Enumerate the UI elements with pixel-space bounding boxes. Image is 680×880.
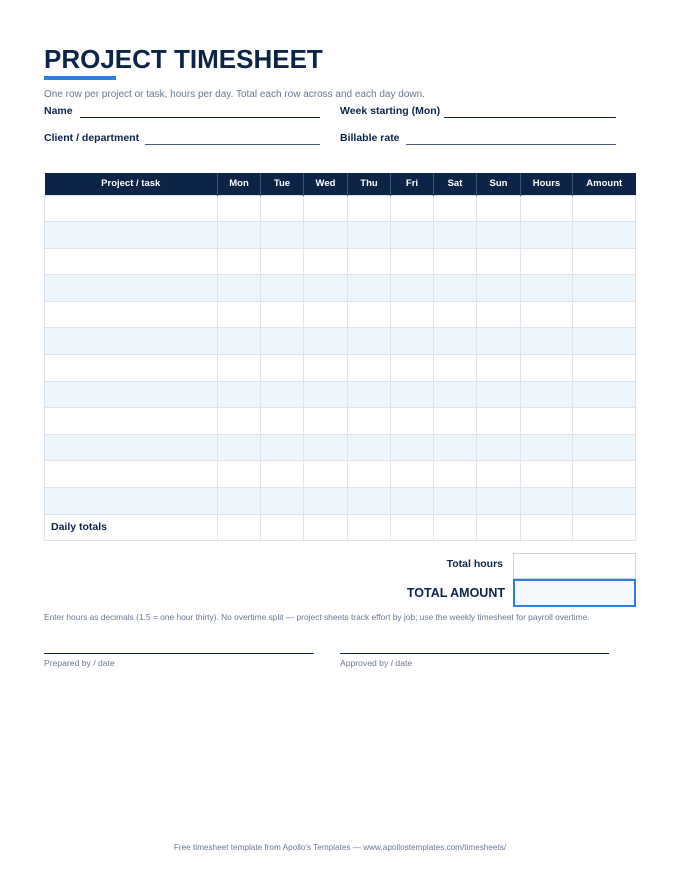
table-cell[interactable] <box>477 222 521 249</box>
name-label: Name <box>44 105 73 117</box>
table-cell[interactable] <box>348 195 391 222</box>
table-cell[interactable] <box>391 248 434 275</box>
table-cell[interactable] <box>521 248 573 275</box>
table-cell[interactable] <box>45 434 218 461</box>
table-cell[interactable] <box>391 355 434 382</box>
table-cell[interactable] <box>348 434 391 461</box>
table-cell[interactable] <box>434 275 477 302</box>
table-cell[interactable] <box>261 355 304 382</box>
table-cell[interactable] <box>218 275 261 302</box>
table-cell[interactable] <box>573 301 636 328</box>
billable-rate-field[interactable] <box>406 144 616 145</box>
table-cell[interactable] <box>434 408 477 435</box>
table-cell[interactable] <box>521 488 573 515</box>
daily-totals-row <box>45 514 636 541</box>
daily-total-cell[interactable] <box>391 514 434 541</box>
table-cell[interactable] <box>218 301 261 328</box>
timesheet-body <box>45 195 636 541</box>
table-cell[interactable] <box>391 301 434 328</box>
table-cell[interactable] <box>261 434 304 461</box>
table-row <box>45 488 636 515</box>
table-cell[interactable] <box>261 381 304 408</box>
table-cell[interactable] <box>261 195 304 222</box>
table-cell[interactable] <box>521 275 573 302</box>
table-cell[interactable] <box>391 275 434 302</box>
table-cell[interactable] <box>218 461 261 488</box>
table-cell[interactable] <box>45 381 218 408</box>
table-cell[interactable] <box>348 355 391 382</box>
table-row <box>45 355 636 382</box>
table-cell[interactable] <box>434 434 477 461</box>
table-cell[interactable] <box>391 195 434 222</box>
daily-total-cell[interactable] <box>261 514 304 541</box>
table-cell[interactable] <box>304 488 348 515</box>
table-cell[interactable] <box>45 408 218 435</box>
column-header-sun: Sun <box>477 173 521 195</box>
table-cell[interactable] <box>573 434 636 461</box>
table-cell[interactable] <box>45 275 218 302</box>
total-hours-field[interactable] <box>513 553 636 579</box>
table-row <box>45 222 636 249</box>
column-header-wed: Wed <box>304 173 348 195</box>
table-cell[interactable] <box>304 222 348 249</box>
table-cell[interactable] <box>261 461 304 488</box>
table-cell[interactable] <box>573 461 636 488</box>
table-cell[interactable] <box>391 381 434 408</box>
table-row <box>45 328 636 355</box>
table-cell[interactable] <box>391 408 434 435</box>
table-row <box>45 275 636 302</box>
table-cell[interactable] <box>573 381 636 408</box>
prepared-by-signature-line[interactable] <box>44 653 314 654</box>
column-header-mon: Mon <box>218 173 261 195</box>
timesheet-table <box>44 173 636 541</box>
table-cell[interactable] <box>218 381 261 408</box>
table-cell[interactable] <box>218 195 261 222</box>
table-cell[interactable] <box>261 301 304 328</box>
approved-by-label: Approved by / date <box>340 658 413 668</box>
table-cell[interactable] <box>304 408 348 435</box>
table-cell[interactable] <box>391 222 434 249</box>
table-cell[interactable] <box>304 275 348 302</box>
table-cell[interactable] <box>521 328 573 355</box>
table-cell[interactable] <box>45 222 218 249</box>
table-cell[interactable] <box>45 248 218 275</box>
column-header-project-task: Project / task <box>45 173 218 195</box>
table-row <box>45 434 636 461</box>
table-cell[interactable] <box>477 275 521 302</box>
table-cell[interactable] <box>573 328 636 355</box>
header-row <box>45 173 636 195</box>
daily-total-cell[interactable] <box>218 514 261 541</box>
table-cell[interactable] <box>304 355 348 382</box>
table-cell[interactable] <box>304 195 348 222</box>
table-cell[interactable] <box>218 222 261 249</box>
client-department-field[interactable] <box>145 144 320 145</box>
table-cell[interactable] <box>477 381 521 408</box>
table-cell[interactable] <box>477 328 521 355</box>
table-cell[interactable] <box>477 488 521 515</box>
table-cell[interactable] <box>45 355 218 382</box>
table-cell[interactable] <box>434 355 477 382</box>
table-cell[interactable] <box>304 328 348 355</box>
table-cell[interactable] <box>477 301 521 328</box>
table-cell[interactable] <box>477 408 521 435</box>
table-cell[interactable] <box>573 355 636 382</box>
daily-total-cell[interactable] <box>521 514 573 541</box>
footer-credit: Free timesheet template from Apollo's Templates — www.apollostemplates.com/timesheets/ <box>173 843 507 852</box>
prepared-by-label: Prepared by / date <box>44 658 115 668</box>
table-cell[interactable] <box>573 275 636 302</box>
table-cell[interactable] <box>45 488 218 515</box>
total-hours-label: Total hours <box>446 558 503 570</box>
table-cell[interactable] <box>391 461 434 488</box>
column-header-sat: Sat <box>434 173 477 195</box>
table-cell[interactable] <box>521 461 573 488</box>
table-cell[interactable] <box>45 328 218 355</box>
table-cell[interactable] <box>521 355 573 382</box>
table-cell[interactable] <box>261 488 304 515</box>
table-cell[interactable] <box>348 248 391 275</box>
table-cell[interactable] <box>434 328 477 355</box>
table-cell[interactable] <box>261 248 304 275</box>
total-amount-label: TOTAL AMOUNT <box>406 586 505 600</box>
column-header-hours: Hours <box>521 173 573 195</box>
table-cell[interactable] <box>218 328 261 355</box>
daily-total-cell[interactable] <box>304 514 348 541</box>
table-cell[interactable] <box>304 381 348 408</box>
table-cell[interactable] <box>434 381 477 408</box>
table-cell[interactable] <box>573 408 636 435</box>
name-field[interactable] <box>80 117 320 118</box>
daily-total-cell[interactable] <box>477 514 521 541</box>
table-cell[interactable] <box>218 488 261 515</box>
table-row <box>45 381 636 408</box>
instructions-note: Enter hours as decimals (1.5 = one hour thirty). No overtime split — project sheets track effort by job; use the weekly timesheet for payroll overtime. <box>44 612 590 622</box>
table-cell[interactable] <box>45 195 218 222</box>
table-cell[interactable] <box>521 301 573 328</box>
table-cell[interactable] <box>218 248 261 275</box>
table-cell[interactable] <box>45 301 218 328</box>
table-cell[interactable] <box>434 461 477 488</box>
daily-total-cell[interactable] <box>434 514 477 541</box>
table-row <box>45 248 636 275</box>
column-header-amount: Amount <box>573 173 636 195</box>
total-amount-field[interactable] <box>513 579 636 607</box>
table-cell[interactable] <box>573 195 636 222</box>
table-cell[interactable] <box>521 434 573 461</box>
approved-by-signature-line[interactable] <box>340 653 609 654</box>
table-cell[interactable] <box>261 408 304 435</box>
column-header-thu: Thu <box>348 173 391 195</box>
table-cell[interactable] <box>45 461 218 488</box>
table-cell[interactable] <box>304 301 348 328</box>
table-cell[interactable] <box>434 248 477 275</box>
table-row <box>45 301 636 328</box>
week-starting-field[interactable] <box>444 117 616 118</box>
daily-total-cell[interactable] <box>348 514 391 541</box>
table-cell[interactable] <box>434 488 477 515</box>
table-cell[interactable] <box>391 328 434 355</box>
page-subtitle: One row per project or task, hours per day. Total each row across and each day down. <box>44 89 425 100</box>
week-starting-label: Week starting (Mon) <box>340 105 441 117</box>
table-row <box>45 408 636 435</box>
table-cell[interactable] <box>304 434 348 461</box>
table-cell[interactable] <box>218 408 261 435</box>
table-cell[interactable] <box>261 222 304 249</box>
table-cell[interactable] <box>304 248 348 275</box>
column-header-fri: Fri <box>391 173 434 195</box>
table-cell[interactable] <box>573 222 636 249</box>
table-cell[interactable] <box>521 381 573 408</box>
table-cell[interactable] <box>573 248 636 275</box>
table-cell[interactable] <box>348 222 391 249</box>
table-row <box>45 195 636 222</box>
table-cell[interactable] <box>391 488 434 515</box>
billable-rate-label: Billable rate <box>340 132 400 144</box>
table-cell[interactable] <box>348 275 391 302</box>
table-cell[interactable] <box>261 275 304 302</box>
table-cell[interactable] <box>477 195 521 222</box>
table-cell[interactable] <box>261 328 304 355</box>
client-department-label: Client / department <box>44 132 140 144</box>
table-cell[interactable] <box>218 434 261 461</box>
table-cell[interactable] <box>434 222 477 249</box>
table-cell[interactable] <box>434 195 477 222</box>
table-cell[interactable] <box>477 461 521 488</box>
table-cell[interactable] <box>573 488 636 515</box>
table-row <box>45 461 636 488</box>
table-cell[interactable] <box>348 328 391 355</box>
daily-totals-label: Daily totals <box>45 514 218 541</box>
table-cell[interactable] <box>477 248 521 275</box>
daily-total-cell[interactable] <box>573 514 636 541</box>
table-cell[interactable] <box>477 434 521 461</box>
table-cell[interactable] <box>348 301 391 328</box>
table-cell[interactable] <box>391 434 434 461</box>
table-cell[interactable] <box>434 301 477 328</box>
title-underline <box>44 76 116 80</box>
table-cell[interactable] <box>521 222 573 249</box>
table-cell[interactable] <box>348 488 391 515</box>
table-cell[interactable] <box>521 195 573 222</box>
table-cell[interactable] <box>304 461 348 488</box>
table-cell[interactable] <box>521 408 573 435</box>
table-cell[interactable] <box>477 355 521 382</box>
table-cell[interactable] <box>218 355 261 382</box>
column-header-tue: Tue <box>261 173 304 195</box>
table-cell[interactable] <box>348 381 391 408</box>
table-cell[interactable] <box>348 408 391 435</box>
page-title: PROJECT TIMESHEET <box>44 44 323 74</box>
table-cell[interactable] <box>348 461 391 488</box>
